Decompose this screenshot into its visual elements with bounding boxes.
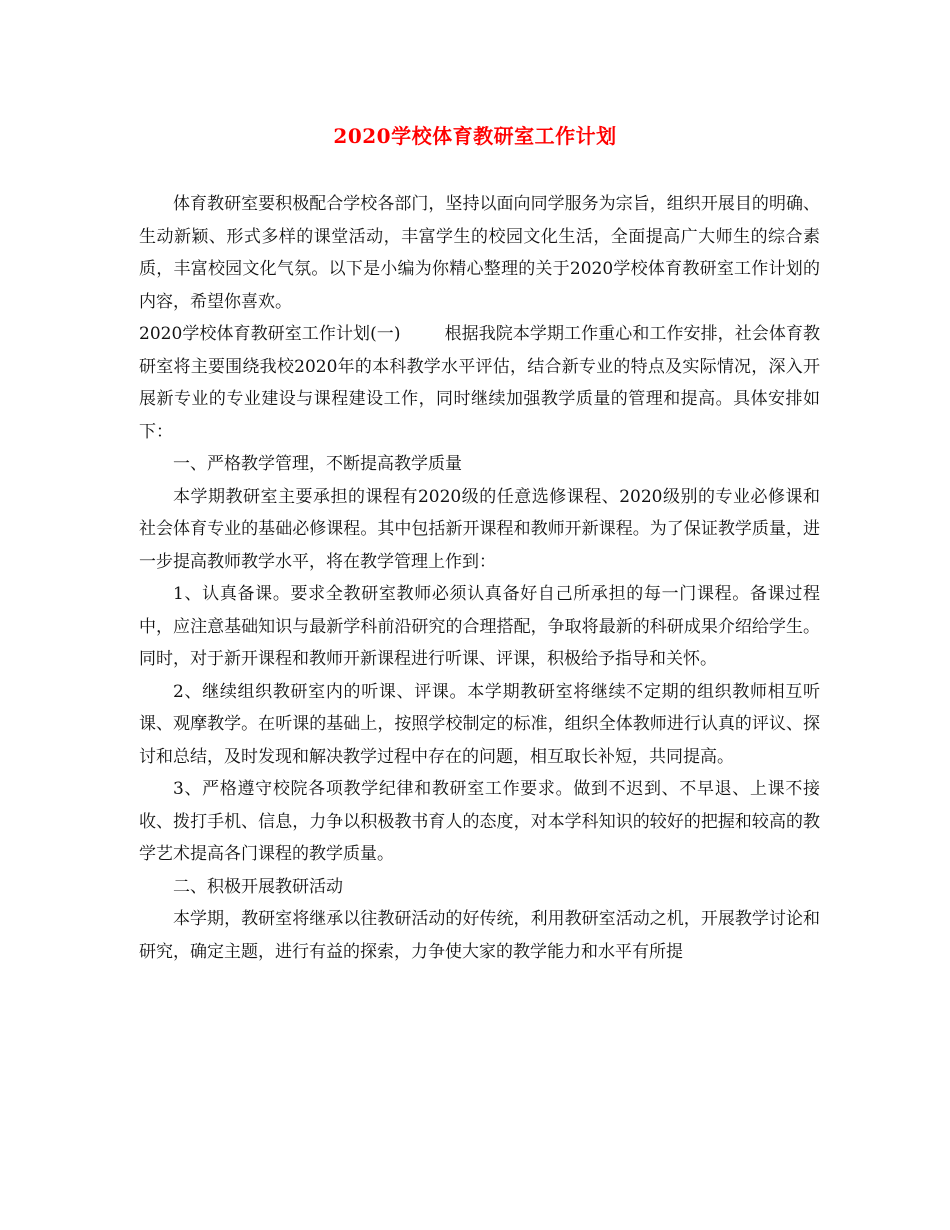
list-item-2: 2、继续组织教研室内的听课、评课。本学期教研室将继续不定期的组织教师相互听课、观摩教学。在听课的基础上，按照学校制定的标准，组织全体教师进行认真的评议、探讨和总结，及时发现和解决教学过程中存在的问题，相互取长补短，共同提高。 bbox=[139, 681, 820, 767]
plan-paragraph bbox=[139, 318, 820, 448]
section-heading-1: 一、严格教学管理，不断提高教学质量 bbox=[173, 454, 462, 474]
list-item-3: 3、严格遵守校院各项教学纪律和教研室工作要求。做到不迟到、不早退、上课不接收、拨打手机、信息，力争以积极教书育人的态度，对本学科知识的较好的把握和较高的教学艺术提高各门课程的教学质量。 bbox=[139, 779, 820, 864]
section-2-paragraph: 本学期，教研室将继承以往教研活动的好传统，利用教研室活动之机，开展教学讨论和研究，确定主题，进行有益的探索，力争使大家的教学能力和水平有所提 bbox=[139, 909, 820, 962]
document-body bbox=[139, 188, 820, 968]
plan-lead-text: 根据我院本学期工作重心和工作安排，社会体育教研室将主要围绕我校2020年的本科教学水平评估，结合新专业的特点及实际情况，深入开展新专业的专业建设与课程建设工作，同时继续加强教学质量的管理和提高。具体安排如下： bbox=[139, 324, 821, 442]
section-1-paragraph: 本学期教研室主要承担的课程有2020级的任意选修课程、2020级别的专业必修课和社会体育专业的基础必修课程。其中包括新开课程和教师开新课程。为了保证教学质量，进一步提高教师教学水平，将在教学管理上作到： bbox=[139, 486, 820, 572]
plan-heading: 2020学校体育教研室工作计划(一) bbox=[139, 324, 401, 344]
list-item-1: 1、认真备课。要求全教研室教师必须认真备好自己所承担的每一门课程。备课过程中，应注意基础知识与最新学科前沿研究的合理搭配，争取将最新的科研成果介绍给学生。同时，对于新开课程和教师开新课程进行听课、评课，积极给予指导和关怀。 bbox=[139, 584, 820, 669]
section-heading-2: 二、积极开展教研活动 bbox=[173, 876, 343, 897]
document-title: 2020学校体育教研室工作计划 bbox=[333, 124, 617, 148]
intro-paragraph: 体育教研室要积极配合学校各部门，坚持以面向同学服务为宗旨，组织开展目的明确、生动新颖、形式多样的课堂活动，丰富学生的校园文化生活，全面提高广大师生的综合素质，丰富校园文化气氛。以下是小编为你精心整理的关于2020学校体育教研室工作计划的内容，希望你喜欢。 bbox=[139, 194, 820, 312]
